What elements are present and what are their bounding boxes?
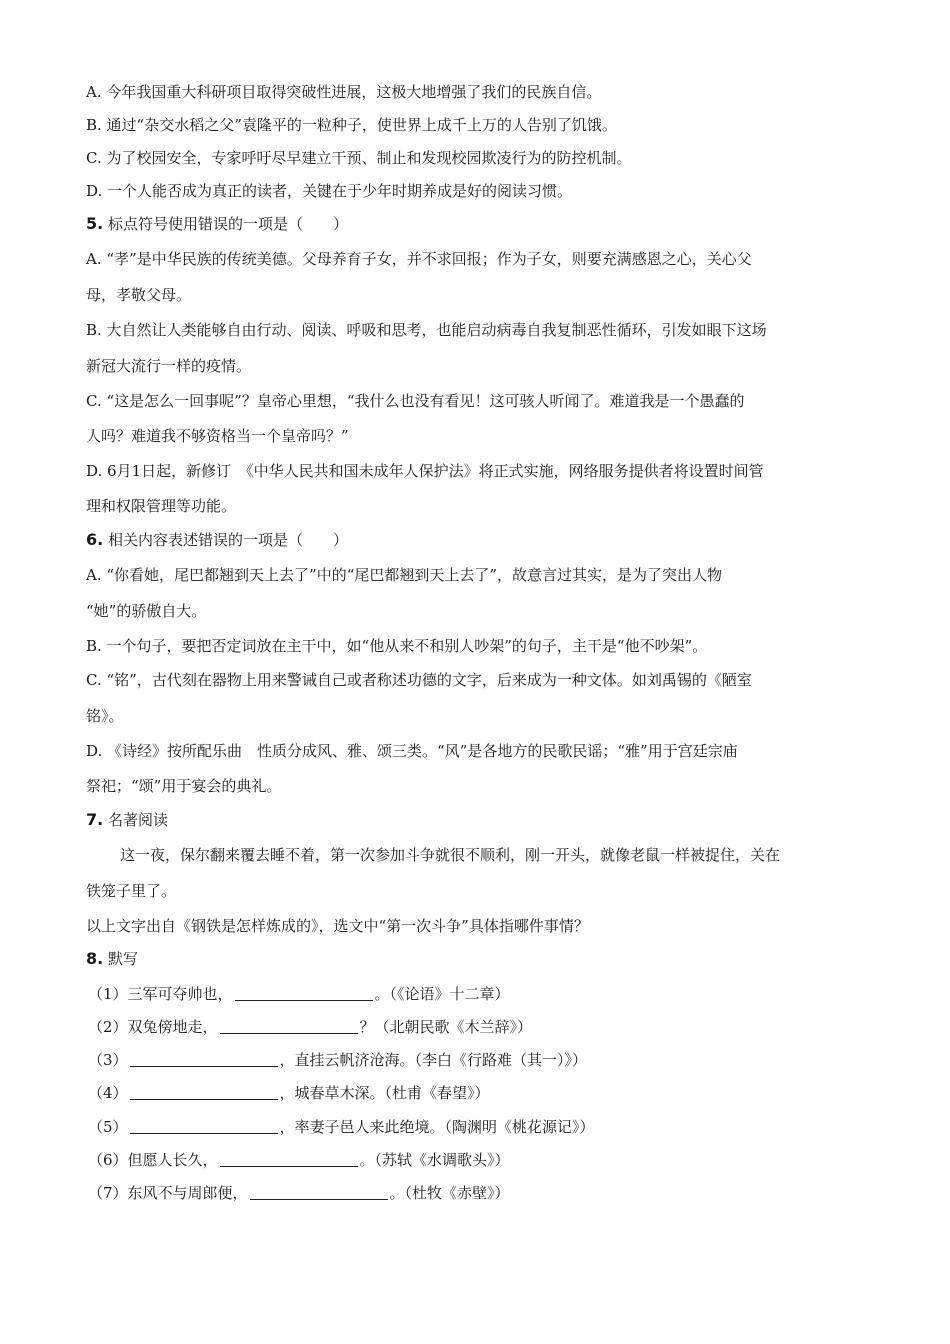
q8-item-2 [88,1017,532,1037]
q8-item-1 [88,984,510,1004]
q8-item-2-blank[interactable] [220,1019,358,1034]
q6-line-6: D. 《诗经》按所配乐曲 性质分成风、雅、颂三类。“风”是各地方的民歌民谣；“雅”用于宫廷宗庙 [86,742,738,760]
q5-number: 5. [86,214,104,233]
q8-item-1-blank[interactable] [235,986,373,1001]
q8-item-6-blank[interactable] [220,1152,358,1167]
q8-item-7-blank[interactable] [250,1185,388,1200]
q7-passage-line-2: 铁笼子里了。 [86,882,177,900]
q5-line-2: 母，孝敬父母。 [86,286,192,304]
q5-line-8: 理和权限管理等功能。 [86,497,237,515]
q5-line-6: 人吗？难道我不够资格当一个皇帝吗？” [86,427,349,445]
q8-item-4 [88,1083,490,1103]
q8-item-7-pre: （7）东风不与周郎便， [88,1184,248,1202]
q6-line-5: 铭》。 [86,707,124,725]
q8-item-2-pre: （2）双兔傍地走， [88,1018,218,1036]
q5-line-3: B. 大自然让人类能够自由行动、阅读、呼吸和思考，也能启动病毒自我复制恶性循环，引发如眼下这场 [86,321,767,339]
q8-item-3-post: ，直挂云帆济沧海。（李白《行路难（其一）》） [279,1051,588,1069]
q8-item-1-post: 。（《论语》十二章） [374,985,510,1003]
q8-item-4-pre: （4） [88,1084,128,1102]
q6-line-4: C. “铭”，古代刻在器物上用来警诫自己或者称述功德的文字，后来成为一种文体。如刘禹锡的《陋室 [86,671,752,689]
q5-line-5: C. “这是怎么一回事呢”？皇帝心里想，“我什么也没有看见！这可骇人听闻了。难道我是一个愚蠢的 [86,392,745,410]
q6-heading [86,530,348,550]
q8-item-2-post: ？（北朝民歌《木兰辞》） [359,1018,533,1036]
q5-heading [86,214,348,234]
q7-question: 以上文字出自《钢铁是怎样炼成的》，选文中“第一次斗争”具体指哪件事情？ [86,917,589,935]
q8-item-3-pre: （3） [88,1051,128,1069]
q7-number: 7. [86,810,104,829]
q4-option-a: A. 今年我国重大科研项目取得突破性进展，这极大地增强了我们的民族自信。 [86,83,602,101]
q8-item-7-post: 。（杜牧《赤壁》） [389,1184,510,1202]
q6-line-1: A. “你看她，尾巴都翘到天上去了”中的“尾巴都翘到天上去了”，故意言过其实，是为了突出人物 [86,566,723,584]
q8-item-5 [88,1117,595,1137]
q5-line-4: 新冠大流行一样的疫情。 [86,357,252,375]
q6-title: 相关内容表述错误的一项是（ ） [108,531,349,549]
q8-item-4-post: ，城春草木深。（杜甫《春望》） [279,1084,490,1102]
q6-line-2: “她”的骄傲自大。 [86,602,207,620]
q7-heading [86,810,168,830]
q8-number: 8. [86,949,104,968]
q8-item-6-pre: （6）但愿人长久， [88,1151,218,1169]
q8-heading [86,949,138,969]
q8-item-5-post: ，率妻子邑人来此绝境。（陶渊明《桃花源记》） [279,1118,595,1136]
q8-item-4-blank[interactable] [130,1085,278,1100]
q5-line-7: D. 6月1日起，新修订 《中华人民共和国未成年人保护法》将正式实施，网络服务提供者将设置时间管 [86,462,764,480]
q8-item-5-blank[interactable] [130,1119,278,1134]
q8-item-3 [88,1050,587,1070]
q4-option-c: C. 为了校园安全，专家呼吁尽早建立干预、制止和发现校园欺凌行为的防控机制。 [86,149,632,167]
q8-item-3-blank[interactable] [130,1052,278,1067]
q7-passage-line-1: 这一夜，保尔翻来覆去睡不着，第一次参加斗争就很不顺利，刚一开头，就像老鼠一样被捉住，关在 [120,846,781,864]
q5-title: 标点符号使用错误的一项是（ ） [108,215,349,233]
q8-item-1-pre: （1）三军可夺帅也， [88,985,233,1003]
q8-item-6 [88,1150,510,1170]
q5-line-1: A. “孝”是中华民族的传统美德。父母养育子女，并不求回报；作为子女，则要充满感恩之心，关心父 [86,250,752,268]
q8-item-5-pre: （5） [88,1118,128,1136]
q6-line-7: 祭祀；“颂”用于宴会的典礼。 [86,777,282,795]
q7-title: 名著阅读 [108,811,169,829]
q6-line-3: B. 一个句子，要把否定词放在主干中，如“他从来不和别人吵架”的句子，主干是“他不吵架”。 [86,637,708,655]
q8-item-6-post: 。（苏轼《水调歌头》） [359,1151,510,1169]
q4-option-d: D. 一个人能否成为真正的读者，关键在于少年时期养成是好的阅读习惯。 [86,182,573,200]
q8-title: 默写 [108,950,139,968]
q4-option-b: B. 通过“杂交水稻之父”袁隆平的一粒种子，使世界上成千上万的人告别了饥饿。 [86,116,617,134]
q6-number: 6. [86,530,104,549]
q8-item-7 [88,1183,510,1203]
